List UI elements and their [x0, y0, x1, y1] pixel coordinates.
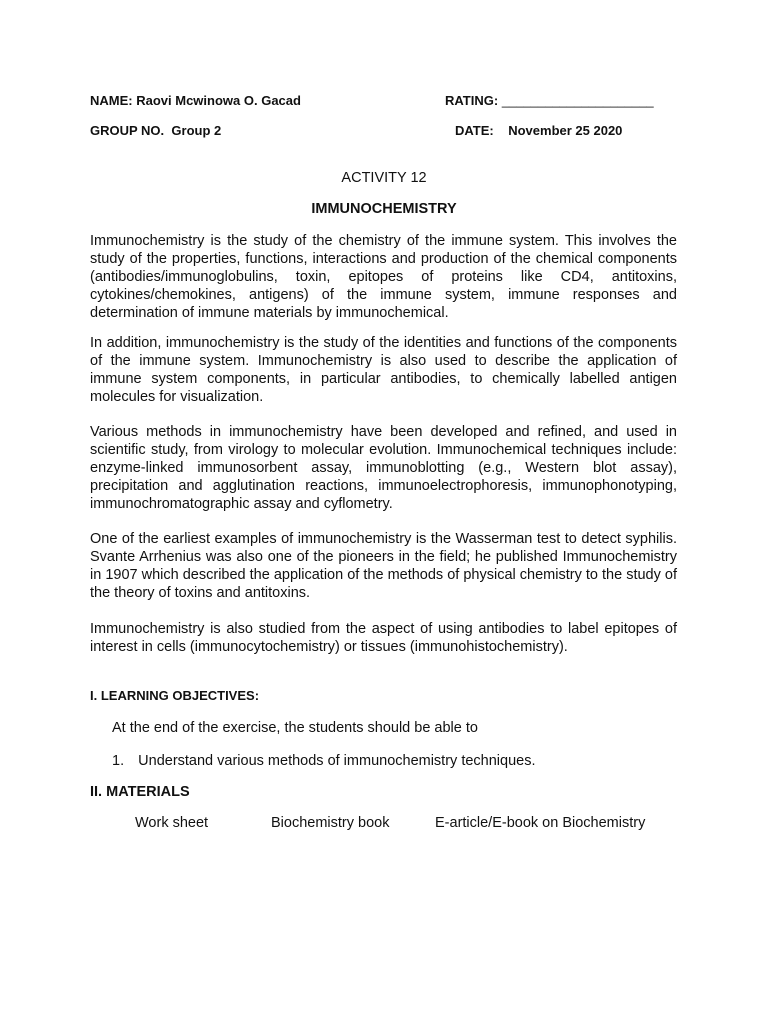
- topic-title: IMMUNOCHEMISTRY: [311, 201, 457, 217]
- group-label: GROUP NO.: [90, 123, 165, 138]
- materials-heading: II. MATERIALS: [90, 784, 190, 800]
- paragraph-5: Immunochemistry is also studied from the aspect of using antibodies to label epitopes of interest in cells (immunocytochemistry) or tissues (immunohistochemistry).: [90, 621, 677, 655]
- group-field: [90, 123, 221, 138]
- objective-number: 1.: [112, 753, 125, 769]
- activity-title: ACTIVITY 12: [341, 170, 427, 186]
- paragraph-3: Various methods in immunochemistry have been developed and refined, and used in scientific study, from virology to molecular evolution. Immunochemical techniques include: enzyme-linked immunosorbent assay, immunoblotting (e.g., Western blot assay), precipitation and agglutination reactions, immunoelectrophoresis, immunophonotyping, immunochromatographic assay and cyflometry.: [90, 424, 677, 512]
- group-value: Group 2: [171, 123, 222, 138]
- rating-label: RATING:: [445, 93, 499, 108]
- objectives-heading: I. LEARNING OBJECTIVES:: [90, 688, 260, 703]
- name-label: NAME:: [90, 93, 133, 108]
- material-item-earticle: E-article/E-book on Biochemistry: [435, 815, 646, 831]
- name-field: [90, 93, 301, 108]
- rating-blank: _____________________: [501, 93, 654, 108]
- paragraph-2: In addition, immunochemistry is the study of the identities and functions of the components of the immune system. Immunochemistry is also used to describe the application of immune system components, in particular antibodies, to chemically labelled antigen molecules for visualization.: [90, 335, 677, 405]
- objectives-intro: At the end of the exercise, the students should be able to: [112, 720, 478, 736]
- objective-item: [112, 753, 535, 769]
- material-item-book: Biochemistry book: [271, 815, 390, 831]
- material-item-worksheet: Work sheet: [135, 815, 209, 831]
- date-label: DATE:: [455, 123, 494, 138]
- paragraph-1: Immunochemistry is the study of the chemistry of the immune system. This involves the study of the properties, functions, interactions and production of the chemical components (antibodies/immunoglobulins, toxin, epitopes of proteins like CD4, antitoxins, cytokines/chemokines, antigens) of the immune system, immune responses and determination of immune materials by immunochemical.: [90, 233, 677, 321]
- objective-text: Understand various methods of immunochemistry techniques.: [138, 753, 536, 769]
- date-field: [455, 123, 622, 138]
- name-value: Raovi Mcwinowa O. Gacad: [136, 93, 301, 108]
- rating-field: [445, 93, 654, 108]
- date-value: November 25 2020: [508, 123, 623, 138]
- paragraph-4: One of the earliest examples of immunochemistry is the Wasserman test to detect syphilis. Svante Arrhenius was also one of the pioneers in the field; he published Immunochemistry in 1907 which described the application of the methods of physical chemistry to the study of the theory of toxins and antitoxins.: [90, 531, 677, 601]
